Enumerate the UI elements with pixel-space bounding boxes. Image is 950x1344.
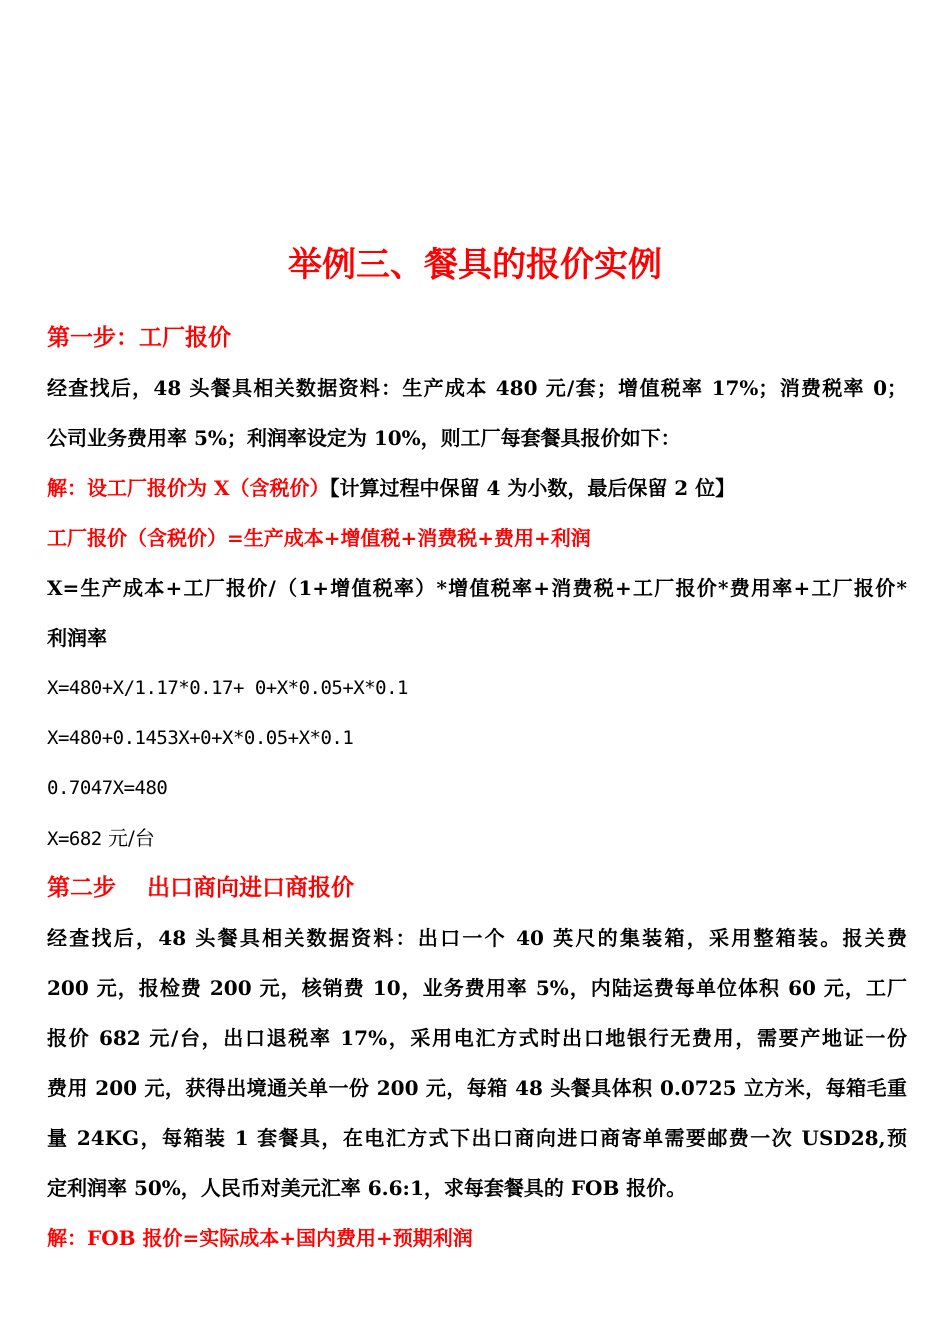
calc-line-1: X=480+X/1.17*0.17+ 0+X*0.05+X*0.1 xyxy=(47,677,408,699)
calc-line-2: X=480+0.1453X+0+X*0.05+X*0.1 xyxy=(47,727,354,749)
step2-paragraph-line-4: 费用 200 元，获得出境通关单一份 200 元，每箱 48 头餐具体积 0.0725 立方米，每箱毛重 xyxy=(47,1076,907,1100)
step1-formula: 工厂报价（含税价）=生产成本+增值税+消费税+费用+利润 xyxy=(47,526,591,550)
step1-formula-line-1: X=生产成本+工厂报价/（1+增值税率）*增值税率+消费税+工厂报价*费用率+工厂报价* xyxy=(47,576,907,600)
calc-line-3: 0.7047X=480 xyxy=(47,777,168,799)
step1-solution-note: 【计算过程中保留 4 为小数，最后保留 2 位】 xyxy=(329,476,736,500)
step2-paragraph-line-1: 经查找后，48 头餐具相关数据资料：出口一个 40 英尺的集装箱，采用整箱装。报关费 xyxy=(47,926,907,950)
calc-result-value: X=682 xyxy=(47,828,102,850)
step2-solution: 解：FOB 报价=实际成本+国内费用+预期利润 xyxy=(47,1226,473,1250)
step2-paragraph-line-3: 报价 682 元/台，出口退税率 17%，采用电汇方式时出口地银行无费用，需要产地证一份 xyxy=(47,1026,907,1050)
calc-result-unit: 元/台 xyxy=(101,826,155,850)
step1-formula-line-2: 利润率 xyxy=(47,626,107,650)
step2-paragraph-line-2: 200 元，报检费 200 元，核销费 10，业务费用率 5%，内陆运费每单位体积 60 元，工厂 xyxy=(47,976,907,1000)
document-title: 举例三、餐具的报价实例 xyxy=(288,245,662,285)
step1-heading: 第一步：工厂报价 xyxy=(47,324,231,351)
step2-paragraph-line-6: 定利润率 50%，人民币对美元汇率 6.6:1，求每套餐具的 FOB 报价。 xyxy=(47,1176,687,1200)
calc-result xyxy=(47,813,907,863)
document-body xyxy=(47,313,907,1263)
step1-solution xyxy=(47,463,907,513)
step2-paragraph-line-5: 量 24KG，每箱装 1 套餐具，在电汇方式下出口商向进口商寄单需要邮费一次 USD28,预 xyxy=(47,1126,907,1150)
step1-paragraph-line-2: 公司业务费用率 5%；利润率设定为 10%，则工厂每套餐具报价如下： xyxy=(47,426,681,450)
step1-paragraph-line-1: 经查找后，48 头餐具相关数据资料：生产成本 480 元/套；增值税率 17%；消费税率 0； xyxy=(47,376,907,400)
step2-heading: 第二步 出口商向进口商报价 xyxy=(47,874,355,901)
step1-solution-label: 解：设工厂报价为 X（含税价） xyxy=(47,476,330,500)
